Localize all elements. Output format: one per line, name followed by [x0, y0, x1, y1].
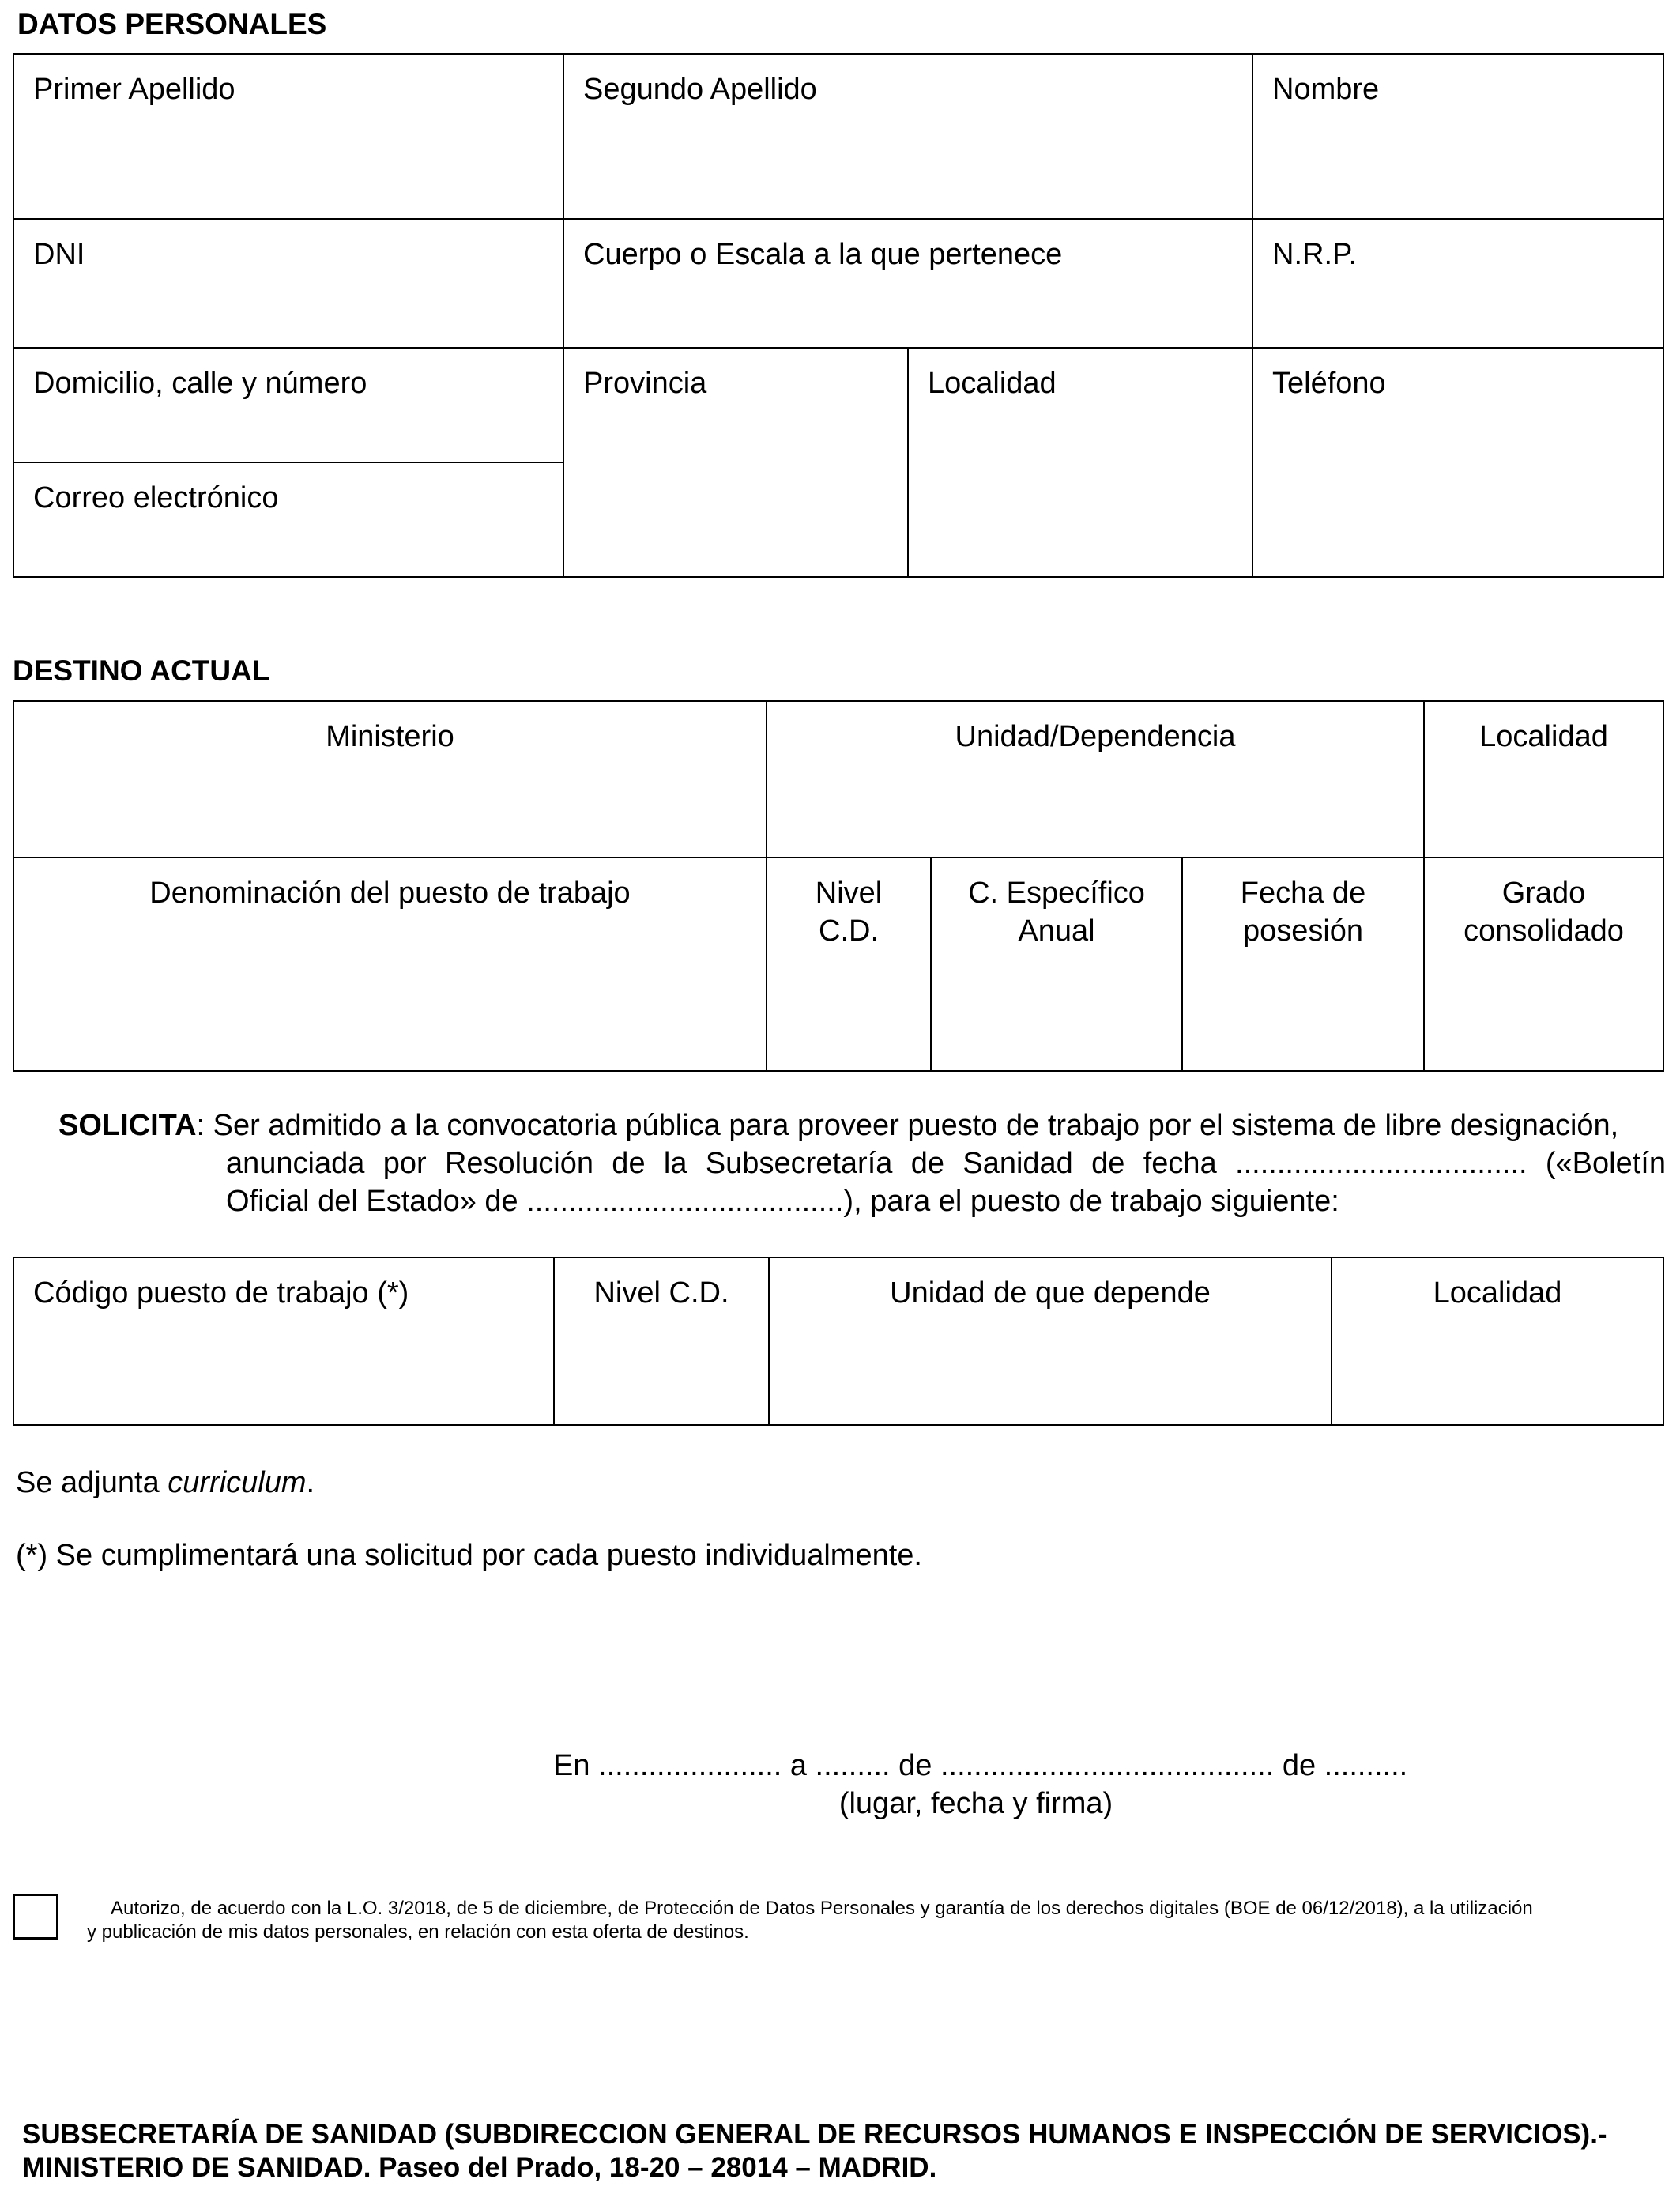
field-nrp[interactable]: [1252, 218, 1664, 349]
field-label-line1: Fecha de: [1240, 876, 1366, 910]
solicita-line-2: anunciada por Resolución de la Subsecretaría de Sanidad de fecha ................................... («Boletín: [226, 1147, 1666, 1180]
field-label: Código puesto de trabajo (*): [33, 1276, 409, 1310]
field-label: Teléfono: [1272, 367, 1386, 400]
field-label: Correo electrónico: [33, 481, 279, 515]
field-label: Nombre: [1272, 73, 1380, 106]
field-label: Primer Apellido: [33, 73, 235, 106]
field-label: Segundo Apellido: [583, 73, 817, 106]
field-label: Nivel C.D.: [593, 1276, 729, 1310]
field-label: Cuerpo o Escala a la que pertenece: [583, 238, 1063, 271]
adjunta-italic: curriculum: [168, 1466, 307, 1499]
field-label-line2: consolidado: [1463, 914, 1624, 948]
adjunta-curriculum: [16, 1464, 315, 1502]
field-label: Localidad: [928, 367, 1057, 400]
field-label: DNI: [33, 238, 85, 271]
field-label: Domicilio, calle y número: [33, 367, 367, 400]
signature-caption: (lugar, fecha y firma): [838, 1787, 1113, 1820]
field-label-line1: Nivel: [815, 876, 883, 910]
field-domicilio[interactable]: [13, 347, 564, 463]
field-label-line1: C. Específico: [968, 876, 1145, 910]
field-provincia[interactable]: [563, 347, 909, 578]
field-segundo-apellido[interactable]: [563, 53, 1253, 220]
field-unidad-dependencia[interactable]: [766, 700, 1425, 858]
field-label: Provincia: [583, 367, 707, 400]
field-primer-apellido[interactable]: [13, 53, 564, 220]
consent-text-line-2: y publicación de mis datos personales, en relación con esta oferta de destinos.: [87, 1921, 749, 1943]
field-localidad[interactable]: [907, 347, 1253, 578]
field-denominacion-puesto[interactable]: [13, 857, 767, 1072]
field-localidad-solicitado[interactable]: [1331, 1257, 1664, 1426]
field-label: Denominación del puesto de trabajo: [149, 876, 631, 910]
field-correo[interactable]: [13, 462, 564, 578]
section-heading-datos-personales: DATOS PERSONALES: [17, 8, 327, 40]
solicita-line-1: [58, 1106, 1671, 1144]
field-ministerio[interactable]: [13, 700, 767, 858]
adjunta-prefix: Se adjunta: [16, 1466, 168, 1499]
field-fecha-posesion[interactable]: [1181, 857, 1425, 1072]
field-label-line2: C.D.: [819, 914, 879, 948]
solicita-label: SOLICITA: [58, 1109, 197, 1142]
field-dni[interactable]: [13, 218, 564, 349]
footer-line-2: MINISTERIO DE SANIDAD. Paseo del Prado, 18-20 – 28014 – MADRID.: [22, 2152, 937, 2183]
field-label: Localidad: [1479, 720, 1608, 753]
consent-text-line-1: Autorizo, de acuerdo con la L.O. 3/2018, de 5 de diciembre, de Protección de Datos Personales y garantía de los derechos digitales (BOE de 06/12/2018), a la utilización: [111, 1898, 1533, 1919]
field-c-especifico[interactable]: [930, 857, 1183, 1072]
adjunta-suffix: .: [306, 1466, 315, 1499]
section-heading-destino-actual: DESTINO ACTUAL: [13, 654, 270, 687]
field-label: Ministerio: [326, 720, 454, 753]
field-cuerpo-escala[interactable]: [563, 218, 1253, 349]
field-label-line1: Grado: [1501, 876, 1586, 910]
field-label: Unidad/Dependencia: [955, 720, 1236, 753]
solicita-text-1: : Ser admitido a la convocatoria pública para proveer puesto de trabajo por el sistema de libre designación,: [196, 1109, 1619, 1142]
field-nivel-cd[interactable]: [766, 857, 932, 1072]
field-telefono[interactable]: [1252, 347, 1664, 578]
field-label: Unidad de que depende: [890, 1276, 1211, 1310]
field-grado-consolidado[interactable]: [1423, 857, 1664, 1072]
field-label-line2: Anual: [1018, 914, 1095, 948]
field-label: N.R.P.: [1272, 238, 1358, 271]
field-nombre[interactable]: [1252, 53, 1664, 220]
field-nivel-cd-solicitado[interactable]: [553, 1257, 770, 1426]
field-label: Localidad: [1433, 1276, 1562, 1310]
field-codigo-puesto[interactable]: [13, 1257, 555, 1426]
signature-line: En ...................... a ......... de ........................................ de ..........: [553, 1749, 1408, 1782]
field-unidad-depende[interactable]: [768, 1257, 1332, 1426]
field-localidad-destino[interactable]: [1423, 700, 1664, 858]
consent-checkbox[interactable]: [13, 1894, 58, 1940]
solicita-line-3: Oficial del Estado» de ......................................), para el puesto de trabajo siguiente:: [226, 1185, 1339, 1218]
field-label-line2: posesión: [1242, 914, 1364, 948]
footer-line-1: SUBSECRETARÍA DE SANIDAD (SUBDIRECCION GENERAL DE RECURSOS HUMANOS E INSPECCIÓN DE SERVICIOS).-: [22, 2119, 1607, 2150]
footnote-solicitud: (*) Se cumplimentará una solicitud por cada puesto individualmente.: [16, 1539, 922, 1572]
